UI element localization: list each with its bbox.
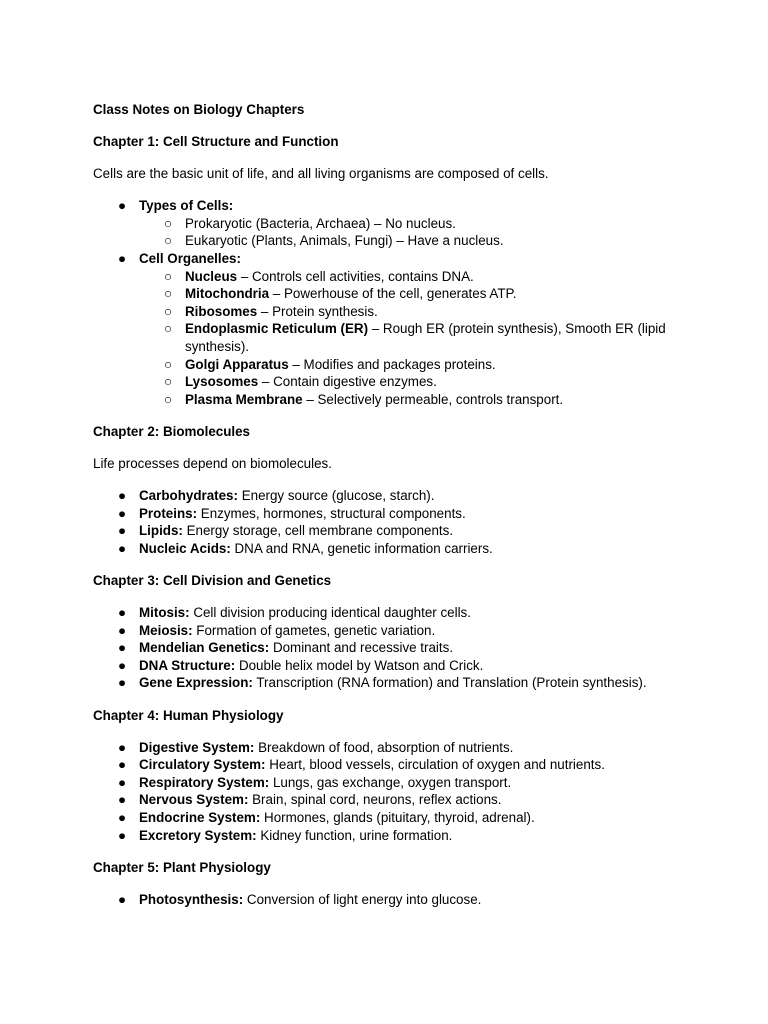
circle-bullet-icon: ○ bbox=[163, 321, 173, 337]
list-item bbox=[139, 268, 683, 286]
list-item bbox=[93, 827, 683, 845]
list-item-desc: Hormones, glands (pituitary, thyroid, adrenal). bbox=[260, 810, 535, 825]
list-item bbox=[93, 522, 683, 540]
list-item-term: Nucleic Acids: bbox=[139, 540, 231, 556]
cell-organelles-list bbox=[139, 268, 683, 409]
list-item bbox=[139, 320, 683, 355]
bullet-icon: ● bbox=[117, 251, 127, 267]
bullet-icon: ● bbox=[117, 540, 127, 556]
list-item bbox=[93, 809, 683, 827]
bullet-icon: ● bbox=[117, 792, 127, 808]
chapter-2-list bbox=[93, 487, 683, 557]
list-item-term: Endoplasmic Reticulum (ER) bbox=[185, 321, 369, 337]
bullet-icon: ● bbox=[117, 774, 127, 790]
list-item-term: Ribosomes bbox=[185, 303, 258, 319]
list-item bbox=[139, 303, 683, 321]
types-of-cells-list bbox=[139, 215, 683, 250]
list-item bbox=[139, 232, 683, 250]
list-item-text: Eukaryotic (Plants, Animals, Fungi) – Have a nucleus. bbox=[185, 233, 504, 249]
list-item-term: Carbohydrates: bbox=[139, 488, 238, 504]
bullet-icon: ● bbox=[117, 640, 127, 656]
list-item-term: Digestive System: bbox=[139, 739, 255, 755]
circle-bullet-icon: ○ bbox=[163, 356, 173, 372]
bullet-icon: ● bbox=[117, 810, 127, 825]
chapter-1-intro: Cells are the basic unit of life, and all living organisms are composed of cells. bbox=[93, 166, 549, 182]
list-item-term: Photosynthesis: bbox=[139, 891, 244, 907]
list-item-desc: Lungs, gas exchange, oxygen transport. bbox=[269, 774, 512, 790]
list-item bbox=[93, 540, 683, 558]
circle-bullet-icon: ○ bbox=[163, 215, 173, 231]
list-item-desc: – Protein synthesis. bbox=[257, 303, 378, 319]
circle-bullet-icon: ○ bbox=[163, 374, 173, 390]
list-item-term: Circulatory System: bbox=[139, 757, 266, 773]
circle-bullet-icon: ○ bbox=[163, 233, 173, 249]
chapter-5-list bbox=[93, 891, 683, 909]
list-item bbox=[139, 391, 683, 409]
document-title: Class Notes on Biology Chapters bbox=[93, 102, 305, 117]
list-item bbox=[139, 285, 683, 303]
list-item-term: Respiratory System: bbox=[139, 774, 270, 790]
list-item-desc: – Selectively permeable, controls transport. bbox=[302, 391, 564, 407]
chapter-5-heading: Chapter 5: Plant Physiology bbox=[93, 859, 271, 875]
list-item-desc: – Powerhouse of the cell, generates ATP. bbox=[269, 286, 517, 302]
chapter-1-list bbox=[93, 197, 683, 408]
circle-bullet-icon: ○ bbox=[163, 391, 173, 407]
list-item-term: Endocrine System: bbox=[139, 810, 261, 825]
circle-bullet-icon: ○ bbox=[163, 286, 173, 302]
list-item-desc: DNA and RNA, genetic information carriers. bbox=[230, 540, 493, 556]
bullet-icon: ● bbox=[117, 605, 127, 621]
chapter-4-list bbox=[93, 739, 683, 845]
list-item bbox=[93, 674, 683, 692]
bullet-icon: ● bbox=[117, 505, 127, 521]
list-item-term: Excretory System: bbox=[139, 827, 257, 843]
list-item-desc: Enzymes, hormones, structural components. bbox=[197, 505, 466, 521]
list-item-desc: Brain, spinal cord, neurons, reflex actions. bbox=[248, 792, 502, 808]
list-item-desc: Kidney function, urine formation. bbox=[256, 827, 453, 843]
bullet-icon: ● bbox=[117, 757, 127, 773]
list-item-desc: Energy storage, cell membrane components. bbox=[182, 523, 454, 539]
list-item-term: Lipids: bbox=[139, 523, 183, 539]
bullet-icon: ● bbox=[117, 739, 127, 755]
cell-organelles-label: Cell Organelles: bbox=[139, 251, 241, 267]
list-item bbox=[93, 197, 683, 250]
circle-bullet-icon: ○ bbox=[163, 268, 173, 284]
list-item-desc: Conversion of light energy into glucose. bbox=[243, 891, 482, 907]
bullet-icon: ● bbox=[117, 827, 127, 843]
list-item bbox=[93, 487, 683, 505]
list-item bbox=[93, 250, 683, 408]
chapter-2-heading: Chapter 2: Biomolecules bbox=[93, 423, 251, 439]
list-item-desc: Dominant and recessive traits. bbox=[269, 640, 454, 656]
list-item bbox=[93, 639, 683, 657]
list-item bbox=[93, 891, 683, 909]
list-item bbox=[139, 356, 683, 374]
list-item bbox=[93, 774, 683, 792]
list-item bbox=[93, 756, 683, 774]
bullet-icon: ● bbox=[117, 622, 127, 638]
list-item-term: Plasma Membrane bbox=[185, 391, 303, 407]
list-item-term: Mendelian Genetics: bbox=[139, 640, 270, 656]
list-item bbox=[93, 622, 683, 640]
bullet-icon: ● bbox=[117, 675, 127, 691]
list-item-term: Golgi Apparatus bbox=[185, 356, 289, 372]
bullet-icon: ● bbox=[117, 891, 127, 907]
circle-bullet-icon: ○ bbox=[163, 303, 173, 319]
list-item-desc: Formation of gametes, genetic variation. bbox=[192, 622, 436, 638]
chapter-3-heading: Chapter 3: Cell Division and Genetics bbox=[93, 572, 332, 588]
list-item-desc: Energy source (glucose, starch). bbox=[237, 488, 435, 504]
chapter-1-heading: Chapter 1: Cell Structure and Function bbox=[93, 134, 339, 150]
list-item-term: DNA Structure: bbox=[139, 657, 236, 673]
list-item-desc: Transcription (RNA formation) and Translation (Protein synthesis). bbox=[252, 675, 647, 691]
types-of-cells-label: Types of Cells: bbox=[139, 198, 234, 214]
list-item-desc: – Modifies and packages proteins. bbox=[288, 356, 496, 372]
list-item bbox=[139, 373, 683, 391]
list-item-desc: – Contain digestive enzymes. bbox=[258, 374, 437, 390]
bullet-icon: ● bbox=[117, 523, 127, 539]
list-item-term: Nucleus bbox=[185, 268, 238, 284]
list-item-desc: Cell division producing identical daughter cells. bbox=[189, 605, 471, 621]
document-body bbox=[93, 101, 683, 923]
list-item-term: Mitosis: bbox=[139, 605, 190, 621]
list-item bbox=[139, 215, 683, 233]
list-item bbox=[93, 505, 683, 523]
list-item bbox=[93, 604, 683, 622]
list-item-text: Prokaryotic (Bacteria, Archaea) – No nucleus. bbox=[185, 215, 456, 231]
list-item bbox=[93, 791, 683, 809]
list-item bbox=[93, 739, 683, 757]
list-item-desc: Breakdown of food, absorption of nutrients. bbox=[254, 739, 514, 755]
list-item-desc: Double helix model by Watson and Crick. bbox=[235, 657, 484, 673]
list-item bbox=[93, 657, 683, 675]
list-item-term: Proteins: bbox=[139, 505, 198, 521]
bullet-icon: ● bbox=[117, 488, 127, 504]
list-item-term: Lysosomes bbox=[185, 374, 259, 390]
list-item-term: Gene Expression: bbox=[139, 675, 253, 691]
list-item-desc: – Controls cell activities, contains DNA. bbox=[237, 268, 474, 284]
list-item-desc: Heart, blood vessels, circulation of oxygen and nutrients. bbox=[265, 757, 605, 773]
chapter-2-intro: Life processes depend on biomolecules. bbox=[93, 456, 332, 471]
list-item-term: Meiosis: bbox=[139, 622, 193, 638]
chapter-3-list bbox=[93, 604, 683, 692]
list-item-term: Nervous System: bbox=[139, 792, 249, 808]
chapter-4-heading: Chapter 4: Human Physiology bbox=[93, 707, 284, 723]
bullet-icon: ● bbox=[117, 198, 127, 214]
list-item-term: Mitochondria bbox=[185, 286, 270, 302]
bullet-icon: ● bbox=[117, 657, 127, 673]
list-item-desc: – Rough ER (protein synthesis), Smooth ER (lipid synthesis). bbox=[185, 321, 666, 355]
